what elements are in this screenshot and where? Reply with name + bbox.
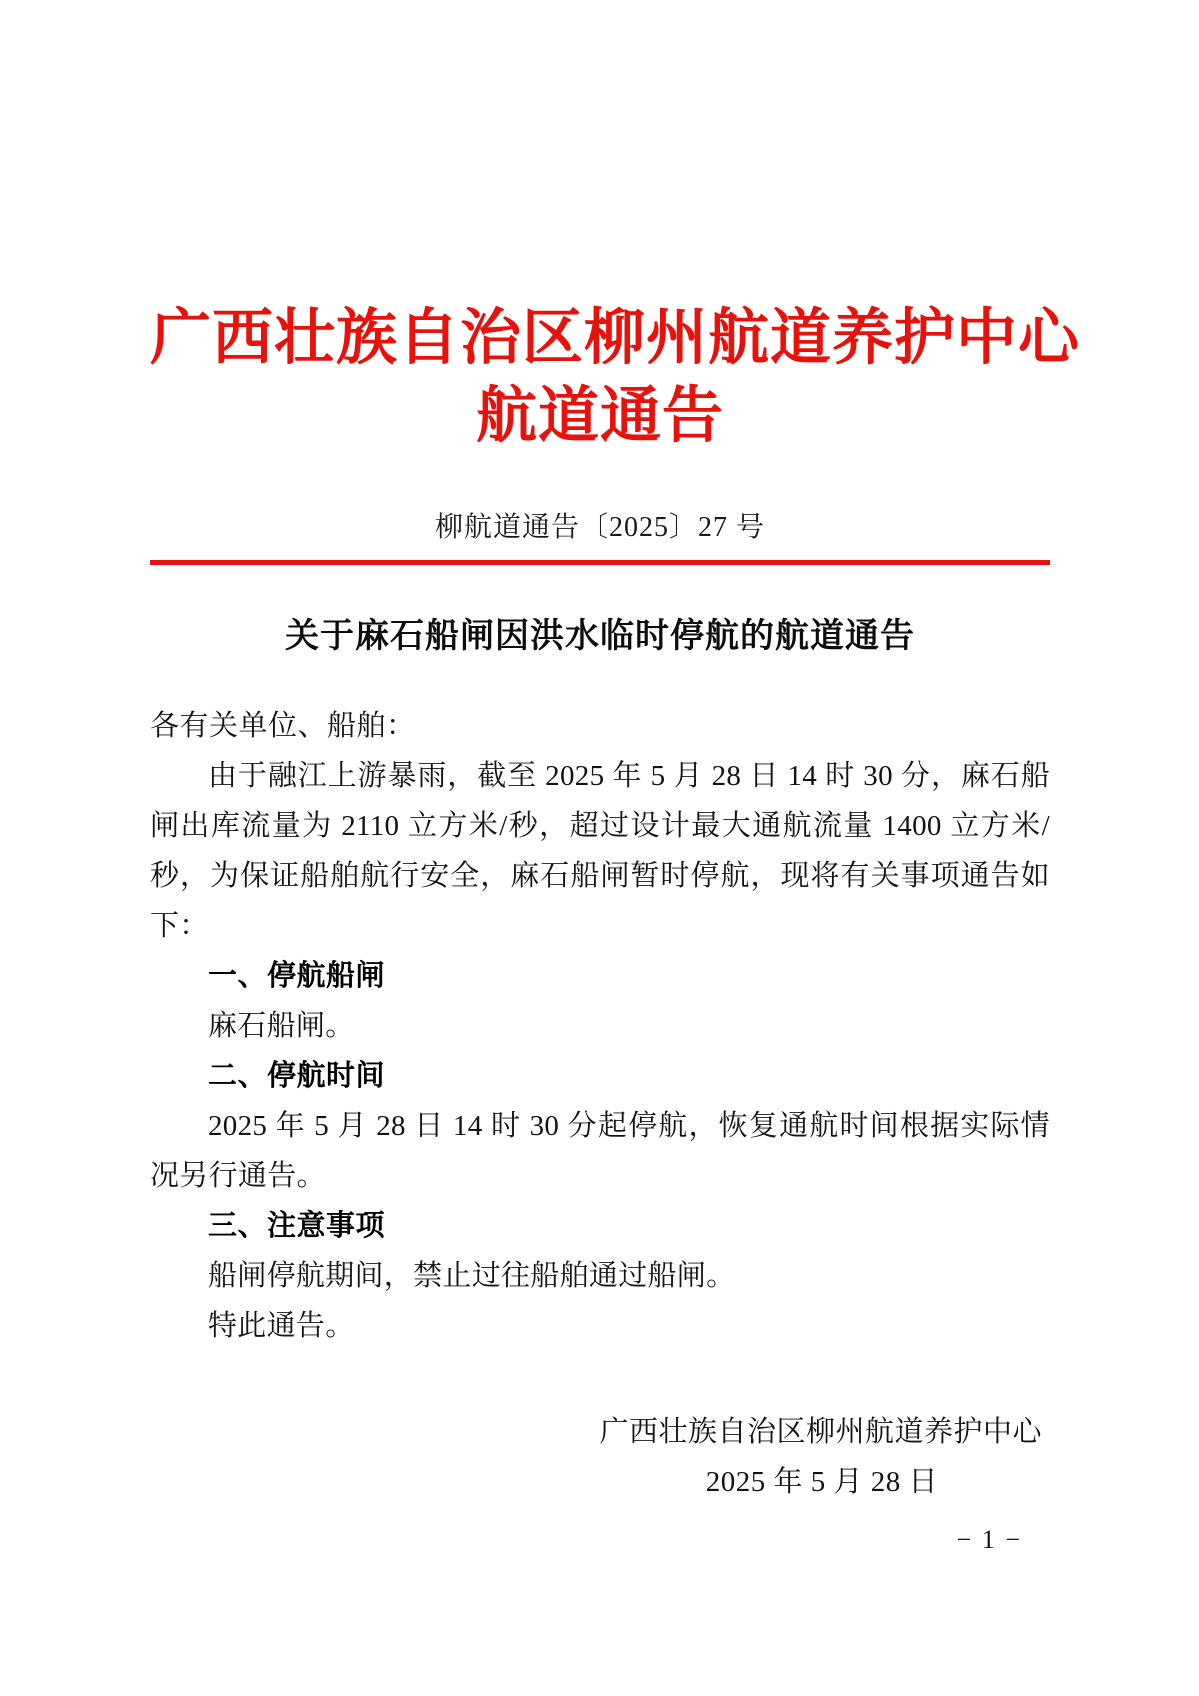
closing-statement: 特此通告。: [208, 1310, 355, 1342]
signature-block: [150, 1407, 1050, 1507]
salutation: 各有关单位、船舶：: [150, 710, 416, 742]
section-heading-3: 三、注意事项: [208, 1210, 386, 1242]
document-body: [150, 701, 1050, 1351]
section-heading-2: 二、停航时间: [208, 1060, 386, 1092]
document-number: 柳航道通告〔2025〕27 号: [434, 512, 765, 543]
signature-date: 2025 年 5 月 28 日: [705, 1466, 938, 1498]
page-number: − 1 −: [956, 1525, 1022, 1554]
section-body-2: 2025 年 5 月 28 日 14 时 30 分起停航，恢复通航时间根据实际情况另行通告。: [150, 1110, 1050, 1192]
section-heading-1: 一、停航船闸: [208, 960, 386, 992]
document-subtitle: 关于麻石船闸因洪水临时停航的航道通告: [285, 618, 915, 655]
masthead: [150, 0, 1081, 456]
document-content-column: [150, 0, 1081, 1696]
section-body-1: 麻石船闸。: [208, 1010, 355, 1042]
section-body-3: 船闸停航期间，禁止过往船舶通过船闸。: [208, 1260, 736, 1292]
opening-paragraph: 由于融江上游暴雨，截至 2025 年 5 月 28 日 14 时 30 分，麻石船闸出库流量为 2110 立方米/秒，超过设计最大通航流量 1400 立方米/秒，为保证船舶航行安全，麻石船闸暂时停航，现将有关事项通告如下：: [150, 760, 1050, 942]
issuer-title-line-1: 广西壮族自治区柳州航道养护中心: [150, 305, 1081, 372]
document-number-row: [150, 508, 1050, 548]
red-separator-rule: [150, 560, 1050, 565]
signature-organization: 广西壮族自治区柳州航道养护中心: [599, 1416, 1042, 1448]
issuer-title-line-2: 航道通告: [475, 383, 724, 450]
